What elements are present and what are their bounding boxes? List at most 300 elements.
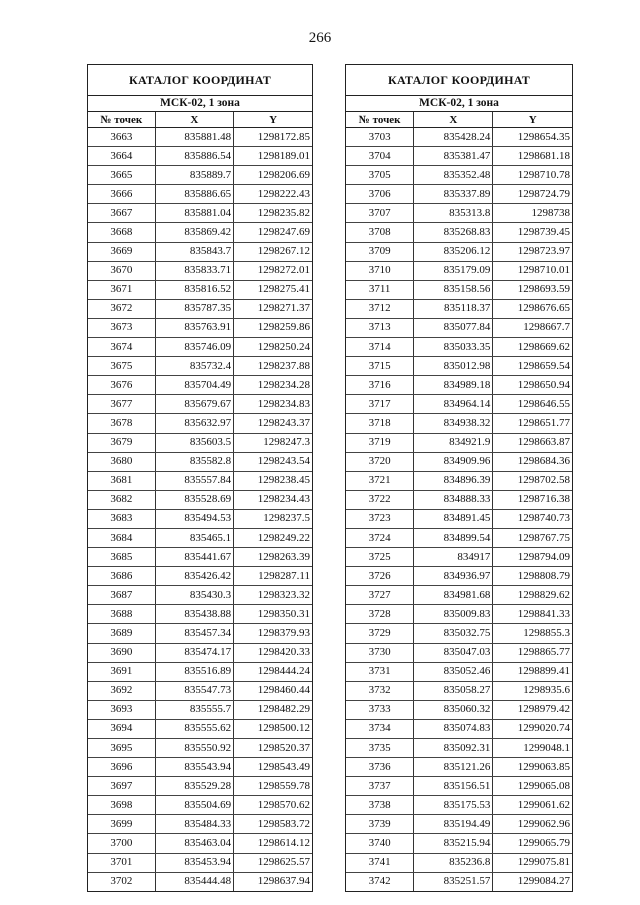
y-coordinate-cell: 1299065.79 [493,834,572,853]
x-coordinate-cell: 835704.49 [155,376,233,395]
x-coordinate-cell: 835092.31 [414,739,493,758]
x-coordinate-cell: 835428.24 [414,128,493,147]
y-coordinate-cell: 1298350.31 [234,605,312,624]
point-number-cell: 3675 [88,357,155,376]
table-row [346,777,572,796]
x-coordinate-cell: 834896.39 [414,471,493,490]
y-coordinate-cell: 1298637.94 [257,875,310,888]
table-row [346,815,572,834]
point-number-cell: 3708 [346,223,414,242]
point-number-cell: 3680 [88,452,155,471]
y-coordinate-cell: 1298234.43 [234,490,312,509]
x-coordinate-cell: 835732.4 [155,357,233,376]
table-row [88,338,312,357]
y-coordinate-cell: 1298667.7 [493,318,572,337]
point-number-cell: 3668 [88,223,155,242]
catalog-title: КАТАЛОГ КООРДИНАТ [346,65,572,96]
x-coordinate-cell: 834909.96 [414,452,493,471]
x-coordinate-cell: 834888.33 [414,490,493,509]
x-coordinate-cell: 835313.8 [414,204,493,223]
table-row [346,548,572,567]
x-coordinate-cell: 835679.67 [155,395,233,414]
point-number-cell: 3741 [346,853,414,872]
y-coordinate-cell: 1298808.79 [493,567,572,586]
table-row [346,185,572,204]
table-row [88,528,312,547]
point-number-cell: 3697 [88,777,155,796]
point-number-cell: 3693 [88,700,155,719]
point-number-cell: 3700 [88,834,155,853]
table-row [346,318,572,337]
point-number-cell: 3690 [88,643,155,662]
coordinate-catalog-right [345,64,573,892]
x-coordinate-cell: 835787.35 [155,299,233,318]
x-coordinate-cell: 835033.35 [414,338,493,357]
point-number-cell: 3719 [346,433,414,452]
y-coordinate-cell: 1298899.41 [493,662,572,681]
y-coordinate-cell: 1298855.3 [493,624,572,643]
y-coordinate-cell: 1298669.62 [493,338,572,357]
table-row [88,147,312,166]
y-coordinate-cell: 1298663.87 [493,433,572,452]
x-coordinate-cell: 835543.94 [155,758,233,777]
y-coordinate-cell: 1298444.24 [234,662,312,681]
y-coordinate-cell: 1298189.01 [234,147,312,166]
x-coordinate-cell: 835816.52 [155,280,233,299]
table-body-right [346,128,572,891]
x-coordinate-cell: 835074.83 [414,719,493,738]
y-coordinate-cell: 1299084.27 [517,875,570,888]
y-coordinate-cell: 1298267.12 [234,242,312,261]
point-number-cell: 3689 [88,624,155,643]
table-row [88,242,312,261]
y-coordinate-cell: 1298543.49 [234,758,312,777]
table-row [346,223,572,242]
table-row [346,261,572,280]
x-coordinate-cell: 835121.26 [414,758,493,777]
y-coordinate-cell: 1298710.01 [493,261,572,280]
point-number-cell: 3701 [88,853,155,872]
x-coordinate-cell: 835438.88 [155,605,233,624]
point-number-cell: 3691 [88,662,155,681]
point-number-cell: 3709 [346,242,414,261]
page-number: 266 [308,30,332,46]
point-number-cell: 3672 [88,299,155,318]
point-number-cell: 3687 [88,586,155,605]
x-coordinate-cell: 835175.53 [414,796,493,815]
point-number-cell: 3671 [88,280,155,299]
x-coordinate-cell: 834964.14 [414,395,493,414]
table-row [88,643,312,662]
y-coordinate-cell: 1298559.78 [234,777,312,796]
x-coordinate-cell: 835047.03 [414,643,493,662]
point-number-cell: 3723 [346,509,414,528]
x-coordinate-cell: 835528.69 [155,490,233,509]
table-row [88,261,312,280]
x-coordinate-cell: 835881.04 [155,204,233,223]
coordinate-table-left [88,112,312,891]
table-row [346,853,572,872]
x-coordinate-cell: 835444.48 [155,872,233,891]
x-coordinate-cell: 835484.33 [155,815,233,834]
x-coordinate-cell: 835381.47 [414,147,493,166]
y-coordinate-cell: 1298263.39 [234,548,312,567]
x-coordinate-cell: 835426.42 [155,567,233,586]
y-coordinate-cell: 1298676.65 [493,299,572,318]
point-number-cell: 3715 [346,357,414,376]
y-coordinate-cell: 1298249.22 [234,528,312,547]
x-coordinate-cell: 834989.18 [414,376,493,395]
point-number-cell: 3685 [88,548,155,567]
x-coordinate-cell: 835843.7 [155,242,233,261]
column-header-y: Y [493,112,572,128]
point-number-cell: 3729 [346,624,414,643]
table-row [88,376,312,395]
table-header-row [88,112,312,128]
y-coordinate-cell: 1299062.96 [493,815,572,834]
x-coordinate-cell: 835337.89 [414,185,493,204]
y-coordinate-cell: 1298724.79 [493,185,572,204]
point-number-cell: 3734 [346,719,414,738]
x-coordinate-cell: 835516.89 [155,662,233,681]
x-coordinate-cell: 834921.9 [414,433,493,452]
column-header-x: X [414,112,493,128]
table-row [88,509,312,528]
catalog-subtitle: МСК-02, 1 зона [346,96,572,112]
table-row [88,395,312,414]
y-coordinate-cell: 1298702.58 [493,471,572,490]
y-coordinate-cell: 1298272.01 [234,261,312,280]
y-coordinate-cell: 1298625.57 [234,853,312,872]
x-coordinate-cell: 834917 [414,548,493,567]
x-coordinate-cell: 835555.62 [155,719,233,738]
point-number-cell: 3710 [346,261,414,280]
x-coordinate-cell: 835632.97 [155,414,233,433]
x-coordinate-cell: 835158.56 [414,280,493,299]
x-coordinate-cell: 834891.45 [414,509,493,528]
x-coordinate-cell: 835529.28 [155,777,233,796]
point-number-cell: 3730 [346,643,414,662]
y-coordinate-cell: 1299048.1 [493,739,572,758]
table-row [88,758,312,777]
point-number-cell: 3704 [346,147,414,166]
point-number-cell: 3698 [88,796,155,815]
x-coordinate-cell: 835058.27 [414,681,493,700]
table-row [88,414,312,433]
x-coordinate-cell: 835236.8 [414,853,493,872]
table-row [346,872,572,891]
point-number-cell: 3736 [346,758,414,777]
x-coordinate-cell: 835012.98 [414,357,493,376]
table-row [346,299,572,318]
point-number-cell: 3713 [346,318,414,337]
y-coordinate-cell: 1298234.28 [234,376,312,395]
y-coordinate-cell: 1298379.93 [234,624,312,643]
table-row [88,872,312,891]
point-number-cell: 3695 [88,739,155,758]
x-coordinate-cell: 835474.17 [155,643,233,662]
y-coordinate-cell: 1298841.33 [493,605,572,624]
x-coordinate-cell: 835352.48 [414,166,493,185]
table-row [88,128,312,147]
x-coordinate-cell: 835463.04 [155,834,233,853]
table-row [88,204,312,223]
table-row [88,719,312,738]
column-header-point: № точек [346,112,414,128]
point-number-cell: 3683 [88,509,155,528]
y-coordinate-cell: 1298275.41 [234,280,312,299]
point-number-cell: 3707 [346,204,414,223]
table-row [88,318,312,337]
y-coordinate-cell: 1298583.72 [234,815,312,834]
x-coordinate-cell: 834936.97 [414,567,493,586]
y-coordinate-cell: 1298693.59 [493,280,572,299]
y-coordinate-cell: 1299020.74 [493,719,572,738]
point-number-cell: 3702 [88,872,155,891]
table-row [346,433,572,452]
x-coordinate-cell: 835441.67 [155,548,233,567]
y-coordinate-cell: 1298738 [493,204,572,223]
point-number-cell: 3681 [88,471,155,490]
y-coordinate-cell: 1298520.37 [234,739,312,758]
point-number-cell: 3694 [88,719,155,738]
point-number-cell: 3727 [346,586,414,605]
point-number-cell: 3717 [346,395,414,414]
point-number-cell: 3740 [346,834,414,853]
x-coordinate-cell: 835494.53 [155,509,233,528]
table-row [346,395,572,414]
y-coordinate-cell: 1298234.83 [234,395,312,414]
x-coordinate-cell: 835886.54 [155,147,233,166]
point-number-cell: 3676 [88,376,155,395]
y-coordinate-cell: 1298247.69 [234,223,312,242]
y-coordinate-cell: 1298979.42 [493,700,572,719]
y-coordinate-cell: 1299075.81 [493,853,572,872]
point-number-cell: 3663 [88,128,155,147]
point-number-cell: 3725 [346,548,414,567]
x-coordinate-cell: 834938.32 [414,414,493,433]
point-number-cell: 3665 [88,166,155,185]
table-row [346,796,572,815]
table-row [346,528,572,547]
table-row [88,166,312,185]
y-coordinate-cell: 1298570.62 [234,796,312,815]
table-row [346,586,572,605]
point-number-cell: 3678 [88,414,155,433]
point-number-cell: 3718 [346,414,414,433]
y-coordinate-cell: 1298935.6 [493,681,572,700]
y-coordinate-cell: 1298829.62 [493,586,572,605]
x-coordinate-cell: 835555.7 [155,700,233,719]
table-row [88,815,312,834]
point-number-cell: 3686 [88,567,155,586]
y-coordinate-cell: 1298659.54 [493,357,572,376]
table-row [88,796,312,815]
point-number-cell: 3684 [88,528,155,547]
x-coordinate-cell: 835550.92 [155,739,233,758]
table-row [88,681,312,700]
point-number-cell: 3726 [346,567,414,586]
point-number-cell: 3667 [88,204,155,223]
point-number-cell: 3739 [346,815,414,834]
point-number-cell: 3706 [346,185,414,204]
coordinate-catalog-left [87,64,313,892]
table-row [346,681,572,700]
y-coordinate-cell: 1298500.12 [234,719,312,738]
x-coordinate-cell: 835060.32 [414,700,493,719]
x-coordinate-cell: 834899.54 [414,528,493,547]
table-row [88,662,312,681]
x-coordinate-cell: 835453.94 [155,853,233,872]
point-number-cell: 3735 [346,739,414,758]
y-coordinate-cell: 1298716.38 [493,490,572,509]
x-coordinate-cell: 835156.51 [414,777,493,796]
y-coordinate-cell: 1298865.77 [493,643,572,662]
table-row [346,758,572,777]
point-number-cell: 3669 [88,242,155,261]
point-number-cell: 3703 [346,128,414,147]
point-number-cell: 3738 [346,796,414,815]
y-coordinate-cell: 1298646.55 [493,395,572,414]
table-row [346,128,572,147]
y-coordinate-cell: 1299063.85 [493,758,572,777]
x-coordinate-cell: 835886.65 [155,185,233,204]
point-number-cell: 3679 [88,433,155,452]
x-coordinate-cell: 835206.12 [414,242,493,261]
table-row [88,834,312,853]
point-number-cell: 3705 [346,166,414,185]
x-coordinate-cell: 835118.37 [414,299,493,318]
y-coordinate-cell: 1298287.11 [234,567,312,586]
point-number-cell: 3722 [346,490,414,509]
y-coordinate-cell: 1298172.85 [234,128,312,147]
y-coordinate-cell: 1299065.08 [493,777,572,796]
y-coordinate-cell: 1298243.37 [234,414,312,433]
table-row [88,299,312,318]
point-number-cell: 3714 [346,338,414,357]
table-row [346,204,572,223]
table-row [88,605,312,624]
x-coordinate-cell: 835457.34 [155,624,233,643]
point-number-cell: 3742 [346,872,414,891]
y-coordinate-cell: 1298650.94 [493,376,572,395]
point-number-cell: 3688 [88,605,155,624]
y-coordinate-cell: 1298794.09 [493,548,572,567]
table-row [346,700,572,719]
point-number-cell: 3682 [88,490,155,509]
x-coordinate-cell: 835430.3 [155,586,233,605]
column-header-y: Y [234,112,312,128]
x-coordinate-cell: 835582.8 [155,452,233,471]
y-coordinate-cell: 1298482.29 [234,700,312,719]
y-coordinate-cell: 1299061.62 [493,796,572,815]
table-row [88,624,312,643]
y-coordinate-cell: 1298238.45 [234,471,312,490]
x-coordinate-cell: 835251.57 [414,872,493,891]
table-row [88,223,312,242]
point-number-cell: 3733 [346,700,414,719]
point-number-cell: 3699 [88,815,155,834]
point-number-cell: 3731 [346,662,414,681]
x-coordinate-cell: 835833.71 [155,261,233,280]
table-row [88,586,312,605]
x-coordinate-cell: 835052.46 [414,662,493,681]
coordinate-table-right [346,112,572,891]
table-row [346,719,572,738]
table-row [346,739,572,758]
y-coordinate-cell: 1298654.35 [493,128,572,147]
table-row [346,242,572,261]
y-coordinate-cell: 1298614.12 [234,834,312,853]
y-coordinate-cell: 1298681.18 [493,147,572,166]
point-number-cell: 3696 [88,758,155,777]
catalog-title: КАТАЛОГ КООРДИНАТ [88,65,312,96]
y-coordinate-cell: 1298235.82 [234,204,312,223]
x-coordinate-cell: 835194.49 [414,815,493,834]
point-number-cell: 3720 [346,452,414,471]
point-number-cell: 3737 [346,777,414,796]
table-row [88,357,312,376]
x-coordinate-cell: 835465.1 [155,528,233,547]
y-coordinate-cell: 1298243.54 [234,452,312,471]
table-row [346,662,572,681]
y-coordinate-cell: 1298710.78 [493,166,572,185]
x-coordinate-cell: 835881.48 [155,128,233,147]
table-row [346,509,572,528]
x-coordinate-cell: 835009.83 [414,605,493,624]
catalog-subtitle: МСК-02, 1 зона [88,96,312,112]
y-coordinate-cell: 1298271.37 [234,299,312,318]
point-number-cell: 3732 [346,681,414,700]
y-coordinate-cell: 1298740.73 [493,509,572,528]
table-row [346,624,572,643]
point-number-cell: 3666 [88,185,155,204]
y-coordinate-cell: 1298237.5 [234,509,312,528]
table-row [88,700,312,719]
point-number-cell: 3664 [88,147,155,166]
point-number-cell: 3728 [346,605,414,624]
table-row [88,452,312,471]
table-row [346,338,572,357]
table-row [346,567,572,586]
y-coordinate-cell: 1298739.45 [493,223,572,242]
x-coordinate-cell: 835504.69 [155,796,233,815]
y-coordinate-cell: 1298250.24 [234,338,312,357]
table-row [346,166,572,185]
point-number-cell: 3716 [346,376,414,395]
x-coordinate-cell: 835746.09 [155,338,233,357]
table-row [346,147,572,166]
y-coordinate-cell: 1298247.3 [234,433,312,452]
point-number-cell: 3677 [88,395,155,414]
point-number-cell: 3673 [88,318,155,337]
y-coordinate-cell: 1298323.32 [234,586,312,605]
table-row [88,548,312,567]
table-row [88,777,312,796]
point-number-cell: 3692 [88,681,155,700]
table-row [346,376,572,395]
table-row [88,280,312,299]
point-number-cell: 3674 [88,338,155,357]
column-header-x: X [155,112,233,128]
x-coordinate-cell: 835215.94 [414,834,493,853]
y-coordinate-cell: 1298684.36 [493,452,572,471]
y-coordinate-cell: 1298460.44 [234,681,312,700]
y-coordinate-cell: 1298767.75 [493,528,572,547]
x-coordinate-cell: 835268.83 [414,223,493,242]
table-row [346,605,572,624]
table-row [346,280,572,299]
